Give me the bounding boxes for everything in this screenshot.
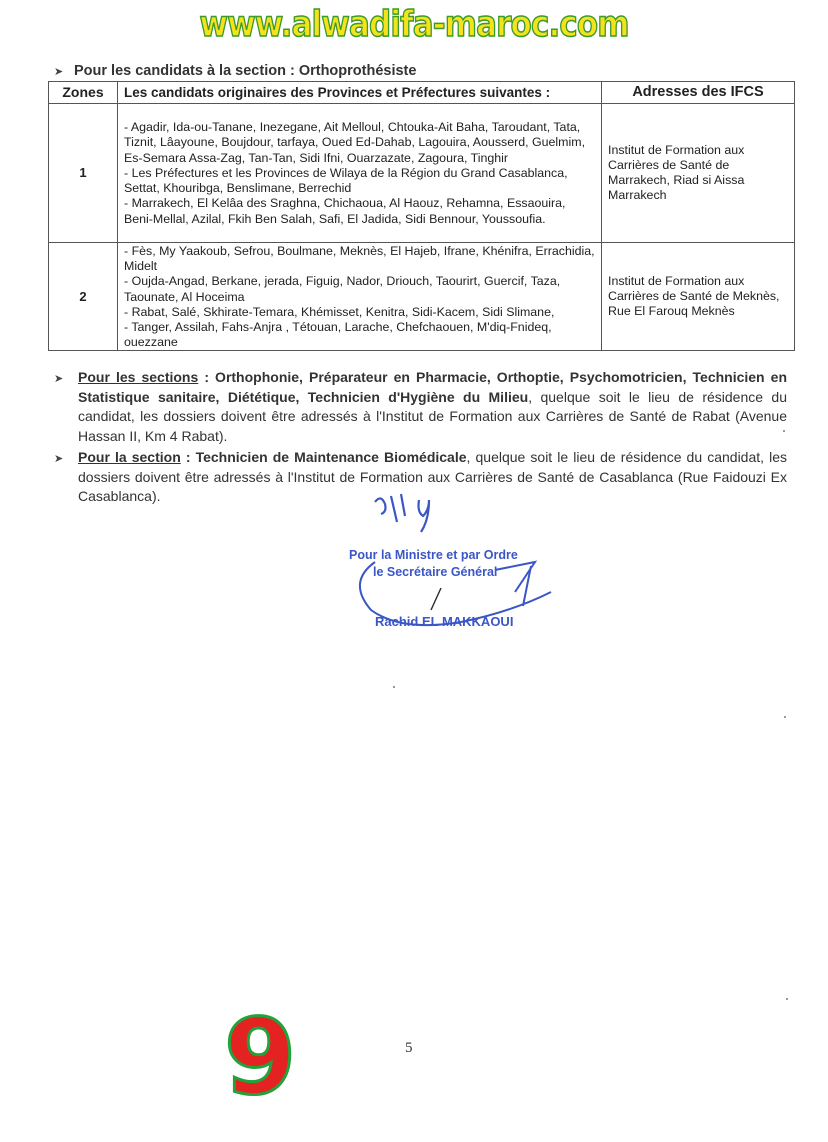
stamp-line-1: Pour la Ministre et par Ordre — [349, 548, 518, 562]
zone-number: 2 — [49, 243, 118, 351]
scan-speck — [393, 686, 395, 688]
table-header-row — [49, 82, 795, 104]
provinces-cell — [118, 243, 602, 351]
arrow-bullet-icon: ➤ — [54, 66, 64, 78]
section-heading — [54, 63, 416, 79]
table-row — [49, 243, 795, 351]
scan-speck — [786, 998, 788, 1000]
site-watermark: www.alwadifa-maroc.com — [199, 4, 629, 45]
header-addresses: Adresses des IFCS — [602, 82, 795, 104]
zones-table — [48, 81, 795, 351]
arrow-bullet-icon: ➤ — [54, 453, 64, 465]
number-badge: 9 — [224, 996, 297, 1118]
province-group: - Fès, My Yaakoub, Sefrou, Boulmane, Meknès, El Hajeb, Ifrane, Khénifra, Errachidia, Midelt — [124, 244, 595, 274]
scan-speck — [783, 430, 785, 432]
header-zones: Zones — [49, 82, 118, 104]
page-number: 5 — [405, 1040, 413, 1056]
paragraph-sections: : Technicien de Maintenance Biomédicale — [180, 449, 467, 465]
signature-stamp — [345, 492, 565, 642]
stamp-line-2: le Secrétaire Général — [373, 565, 498, 579]
paragraph-body: , quelque soit le lieu de résidence du candidat, les dossiers doivent être adressés à l'Institut de Formation aux Carrières de Santé de Casablanca (Rue Faidouzi Ex Casablanca). — [78, 449, 788, 504]
arrow-bullet-icon: ➤ — [54, 373, 64, 385]
table-row — [49, 104, 795, 243]
section-heading-text: Pour les candidats à la section : Orthoprothésiste — [74, 63, 417, 79]
province-group: - Agadir, Ida-ou-Tanane, Inezegane, Ait Melloul, Chtouka-Ait Baha, Taroudant, Tata, Tiznit, Lâayoune, Boujdour, tarfaya, Oued Ed-Dahab, Lagouira, Aousserd, Guelmim, Es-Semara Assa-Zag, Tan-Tan, Sidi Ifni, Ouarzazate, Zagoura, Tinghir — [124, 120, 586, 165]
province-group: - Marrakech, El Kelâa des Sraghna, Chichaoua, Al Haouz, Rehamna, Essaouira, Beni-Mellal, Azilal, Fkih Ben Salah, Safi, El Jadida, Sidi Bennour, Youssoufia. — [124, 196, 566, 226]
stamp-signatory: Rachid EL MAKKAOUI — [375, 614, 514, 629]
ifcs-address: Institut de Formation aux Carrières de Santé de Marrakech, Riad si Aissa Marrakech — [602, 104, 795, 243]
paragraph-lead: Pour la section — [78, 449, 181, 465]
paragraph-body: , quelque soit le lieu de résidence du candidat, les dossiers doivent être adressés à l'Institut de Formation aux Carrières de Santé de Rabat (Avenue Hassan II, Km 4 Rabat). — [78, 388, 787, 444]
province-group: - Oujda-Angad, Berkane, jerada, Figuig, Nador, Driouch, Taourirt, Guercif, Taza, Taounate, Al Hoceima — [124, 274, 561, 304]
province-group: - Les Préfectures et les Provinces de Wilaya de la Région du Grand Casablanca, Settat, Khouribga, Benslimane, Berrechid — [124, 165, 568, 196]
ifcs-address: Institut de Formation aux Carrières de Santé de Meknès, Rue El Farouq Meknès — [602, 243, 795, 351]
paragraph-sections: : Orthophonie, Préparateur en Pharmacie, Orthoptie, Psychomotricien, Technicien en Statistique sanitaire, Diététique, Technicien d'Hygiène du Milieu — [78, 369, 788, 405]
zone-number: 1 — [49, 104, 118, 243]
paragraph-lead: Pour les sections — [78, 369, 199, 385]
province-group: - Tanger, Assilah, Fahs-Anjra , Tétouan, Larache, Chefchaouen, M'diq-Fnideq, ouezzane — [124, 320, 552, 350]
province-group: - Rabat, Salé, Skhirate-Temara, Khémisset, Kenitra, Sidi-Kacem, Sidi Slimane, — [124, 304, 555, 319]
provinces-cell — [118, 104, 602, 243]
scan-speck — [784, 716, 786, 718]
header-provinces: Les candidats originaires des Provinces et Préfectures suivantes : — [118, 82, 602, 104]
paragraph-rabat — [54, 368, 787, 446]
